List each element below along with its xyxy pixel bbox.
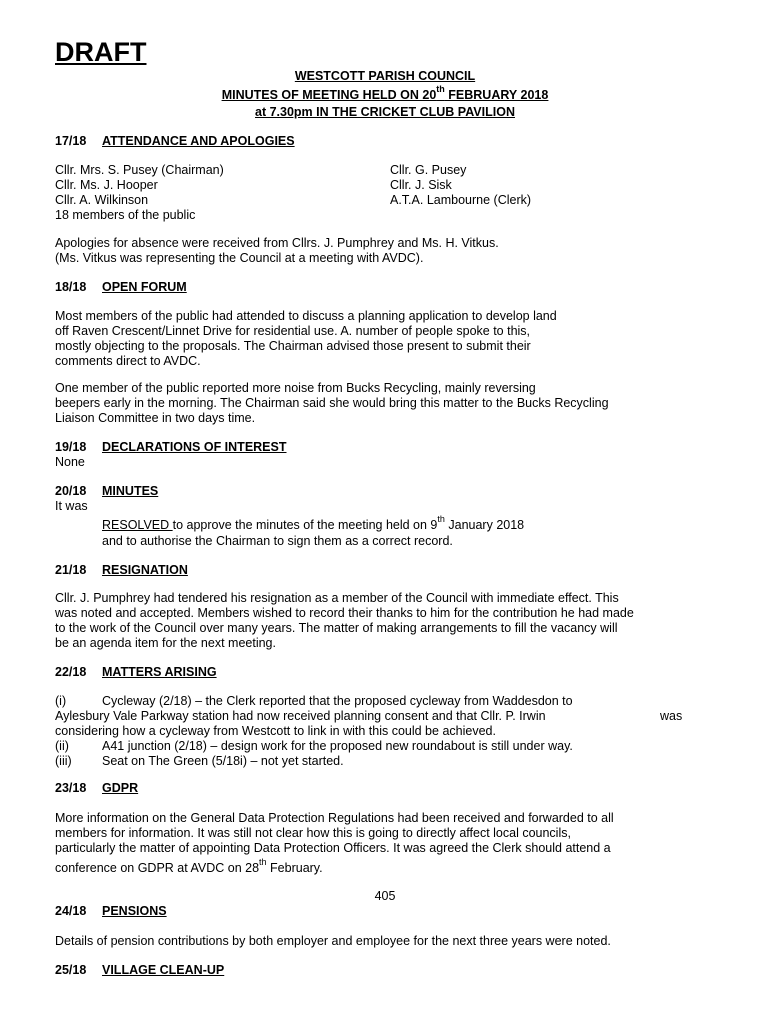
section-title: MATTERS ARISING (102, 665, 217, 679)
section-title: MINUTES (102, 484, 159, 498)
list-item-text: Seat on The Green (5/18i) – not yet started. (102, 754, 344, 768)
it-was-text: It was (55, 499, 88, 513)
attendee-right-2: Cllr. J. Sisk (390, 178, 452, 192)
list-item (55, 694, 715, 709)
text-line: One member of the public reported more noise from Bucks Recycling, mainly reversing (55, 381, 536, 395)
list-item-label: (ii) (55, 739, 69, 753)
draft-heading: DRAFT (55, 37, 147, 67)
apologies-line-1: Apologies for absence were received from Cllrs. J. Pumphrey and Ms. H. Vitkus. (55, 236, 499, 250)
text-line: comments direct to AVDC. (55, 354, 201, 368)
gdpr-last-pre: conference on GDPR at AVDC on 28 (55, 861, 260, 875)
text-line: to the work of the Council over many years. The matter of making arrangements to fill the vacancy will (55, 621, 618, 635)
minutes-title-post: FEBRUARY 2018 (444, 88, 549, 102)
resolved-label: RESOLVED (102, 518, 173, 532)
minutes-title (0, 83, 770, 103)
section-19-heading (55, 440, 715, 455)
attendee-right-1: Cllr. G. Pusey (390, 163, 467, 177)
section-24-heading (55, 904, 715, 919)
section-title: DECLARATIONS OF INTEREST (102, 440, 287, 454)
resignation-paragraph (55, 591, 715, 651)
open-forum-paragraph-1 (55, 309, 715, 369)
council-title: WESTCOTT PARISH COUNCIL (294, 69, 476, 83)
list-item-text: A41 junction (2/18) – design work for the proposed new roundabout is still under way. (102, 739, 573, 753)
minutes-title-sup: th (436, 83, 445, 94)
gdpr-last-sup: th (259, 856, 267, 867)
list-item-label: (iii) (55, 754, 72, 768)
gdpr-paragraph (55, 811, 715, 876)
list-item-text: Cycleway (2/18) – the Clerk reported that the proposed cycleway from Waddesdon to (102, 694, 573, 708)
attendee-left-3: Cllr. A. Wilkinson (55, 193, 149, 207)
text-line: Most members of the public had attended to discuss a planning application to develop land (55, 309, 557, 323)
list-item-continuation (55, 709, 715, 724)
section-25-heading (55, 963, 715, 978)
section-title: RESIGNATION (102, 563, 188, 577)
apologies-line-2: (Ms. Vitkus was representing the Council at a meeting with AVDC). (55, 251, 424, 265)
section-title: VILLAGE CLEAN-UP (102, 963, 225, 977)
open-forum-paragraph-2 (55, 381, 715, 426)
resolution-pre: to approve the minutes of the meeting held on 9 (172, 518, 438, 532)
section-title: GDPR (102, 781, 139, 795)
attendee-left-4: 18 members of the public (55, 208, 196, 222)
section-number: 17/18 (55, 134, 87, 148)
list-item-text: Aylesbury Vale Parkway station had now received planning consent and that Cllr. P. Irwin (55, 709, 546, 723)
text-line: beepers early in the morning. The Chairman said she would bring this matter to the Bucks Recycling (55, 396, 609, 410)
text-line: mostly objecting to the proposals. The Chairman advised those present to submit their (55, 339, 531, 353)
section-number: 25/18 (55, 963, 87, 977)
section-number: 18/18 (55, 280, 87, 294)
section-21-heading (55, 563, 715, 578)
section-17-heading (55, 134, 715, 149)
list-item (55, 739, 715, 754)
section-title: PENSIONS (102, 904, 167, 918)
text-line: off Raven Crescent/Linnet Drive for residential use. A. number of people spoke to this, (55, 324, 531, 338)
text-line: be an agenda item for the next meeting. (55, 636, 276, 650)
section-number: 22/18 (55, 665, 87, 679)
section-number: 21/18 (55, 563, 87, 577)
list-item (55, 754, 715, 769)
section-number: 23/18 (55, 781, 87, 795)
list-item-continuation: considering how a cycleway from Westcott to link in with this could be achieved. (55, 724, 496, 738)
text-line: particularly the matter of appointing Data Protection Officers. It was agreed the Clerk should attend a (55, 841, 611, 855)
attendee-left-1: Cllr. Mrs. S. Pusey (Chairman) (55, 163, 224, 177)
pensions-body: Details of pension contributions by both employer and employee for the next three years were noted. (55, 934, 611, 948)
resolution-post: January 2018 (444, 518, 525, 532)
resolution-line-1 (55, 513, 715, 533)
list-item-text-tail: was (660, 709, 683, 723)
text-line (55, 856, 715, 876)
section-number: 24/18 (55, 904, 87, 918)
resolution-sup: th (437, 513, 445, 524)
text-line: Liaison Committee in two days time. (55, 411, 256, 425)
text-line: members for information. It was still not clear how this is going to directly affect local councils, (55, 826, 571, 840)
list-item-label: (i) (55, 694, 67, 708)
resolution-line-2: and to authorise the Chairman to sign them as a correct record. (102, 534, 453, 548)
attendee-left-2: Cllr. Ms. J. Hooper (55, 178, 158, 192)
declarations-body: None (55, 455, 85, 469)
page-number: 405 (374, 889, 396, 903)
venue-title: at 7.30pm IN THE CRICKET CLUB PAVILION (255, 105, 515, 119)
section-number: 19/18 (55, 440, 87, 454)
section-title: ATTENDANCE AND APOLOGIES (102, 134, 295, 148)
section-title: OPEN FORUM (102, 280, 187, 294)
section-20-heading (55, 484, 715, 499)
gdpr-last-post: February. (266, 861, 323, 875)
attendee-right-3: A.T.A. Lambourne (Clerk) (390, 193, 532, 207)
minutes-title-pre: MINUTES OF MEETING HELD ON 20 (221, 88, 437, 102)
text-line: was noted and accepted. Members wished to record their thanks to him for the contribution he had made (55, 606, 634, 620)
section-number: 20/18 (55, 484, 87, 498)
text-line: More information on the General Data Protection Regulations had been received and forwarded to all (55, 811, 614, 825)
section-18-heading (55, 280, 715, 295)
section-22-heading (55, 665, 715, 680)
matters-arising-list (55, 694, 715, 769)
attendance-list (55, 163, 715, 223)
section-23-heading (55, 781, 715, 796)
apologies-paragraph (55, 236, 715, 266)
text-line: Cllr. J. Pumphrey had tendered his resignation as a member of the Council with immediate effect. This (55, 591, 619, 605)
